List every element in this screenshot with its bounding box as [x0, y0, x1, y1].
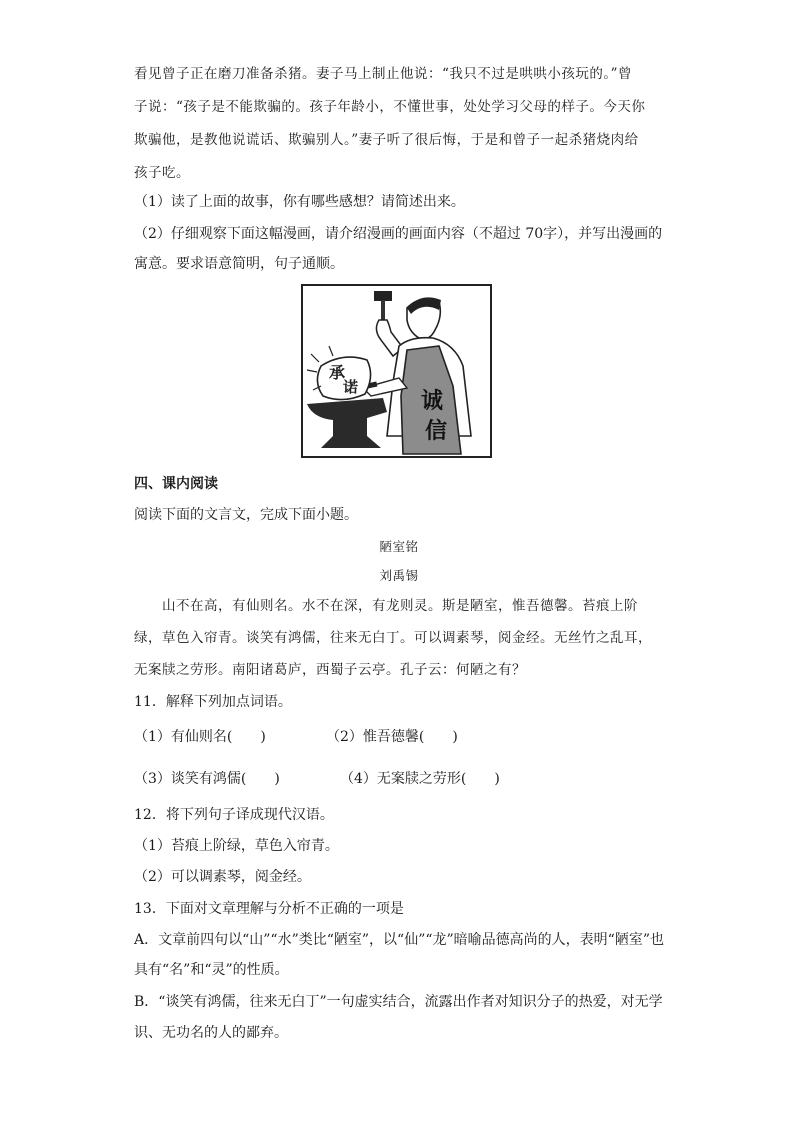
question-2-line-1: （2）仔细观察下面这幅漫画，请介绍漫画的画面内容（不超过 70字），并写出漫画的	[134, 226, 663, 242]
hammer-handle	[381, 300, 385, 322]
poem-line-1: 山不在高，有仙则名。水不在深，有龙则灵。斯是陋室，惟吾德馨。苔痕上阶	[162, 598, 638, 614]
stone-text-1: 承	[329, 363, 346, 382]
apron-text-1: 诚	[421, 388, 444, 414]
q11-option-1: （1）有仙则名( )	[134, 729, 266, 745]
poem-title: 陋室铭	[379, 539, 419, 554]
poem-line-2: 绿，草色入帘青。谈笑有鸿儒，往来无白丁。可以调素琴，阅金经。无丝竹之乱耳，	[134, 630, 652, 646]
q13-option-b-line-1: B．“谈笑有鸿儒，往来无白丁”一句虚实结合，流露出作者对知识分子的热爱，对无学	[134, 994, 663, 1010]
q11-option-4: （4）无案牍之劳形( )	[340, 771, 500, 787]
q13-option-a-line-2: 具有“名”和“灵”的性质。	[134, 962, 289, 978]
story-line-2: 子说：“孩子是不能欺骗的。孩子年龄小，不懂世事，处处学习父母的样子。今天你	[134, 99, 646, 115]
cartoon-drawing	[303, 286, 490, 456]
story-line-4: 孩子吃。	[134, 165, 190, 181]
q12-item-1: （1）苔痕上阶绿，草色入帘青。	[134, 838, 339, 854]
section-heading: 四、课内阅读	[134, 476, 218, 492]
question-2-line-2: 寓意。要求语意简明，句子通顺。	[134, 256, 344, 272]
q13-option-b-line-2: 识、无功名的人的鄙弃。	[134, 1025, 288, 1041]
hammer-head	[374, 291, 392, 301]
anvil	[307, 398, 387, 448]
poem-line-3: 无案牍之劳形。南阳诸葛庐，西蜀子云亭。孔子云：何陋之有？	[134, 662, 526, 678]
q11-option-3: （3）谈笑有鸿儒( )	[134, 771, 280, 787]
apron-text-2: 信	[425, 418, 448, 444]
q13-title: 13．下面对文章理解与分析不正确的一项是	[134, 901, 404, 917]
section-instruction: 阅读下面的文言文，完成下面小题。	[134, 507, 358, 523]
q12-item-2: （2）可以调素琴，阅金经。	[134, 869, 311, 885]
q12-title: 12．将下列句子译成现代汉语。	[134, 807, 334, 823]
q13-option-a-line-1: A．文章前四句以“山”“水”类比“陋室”，以“仙”“龙”暗喻品德高尚的人，表明“陋室”也	[134, 932, 664, 948]
story-line-1: 看见曾子正在磨刀准备杀猪。妻子马上制止他说：“我只不过是哄哄小孩玩的。”曾	[134, 66, 633, 82]
question-1: （1）读了上面的故事，你有哪些感想？请简述出来。	[134, 194, 465, 210]
story-line-3: 欺骗他，是教他说谎话、欺骗别人。”妻子听了很后悔，于是和曾子一起杀猪烧肉给	[134, 132, 639, 148]
poem-author: 刘禹锡	[379, 568, 419, 583]
q11-title: 11．解释下列加点词语。	[134, 694, 292, 710]
q11-option-2: （2）惟吾德馨( )	[326, 729, 458, 745]
cartoon-image	[301, 284, 492, 458]
stone-text-2: 诺	[343, 378, 359, 396]
